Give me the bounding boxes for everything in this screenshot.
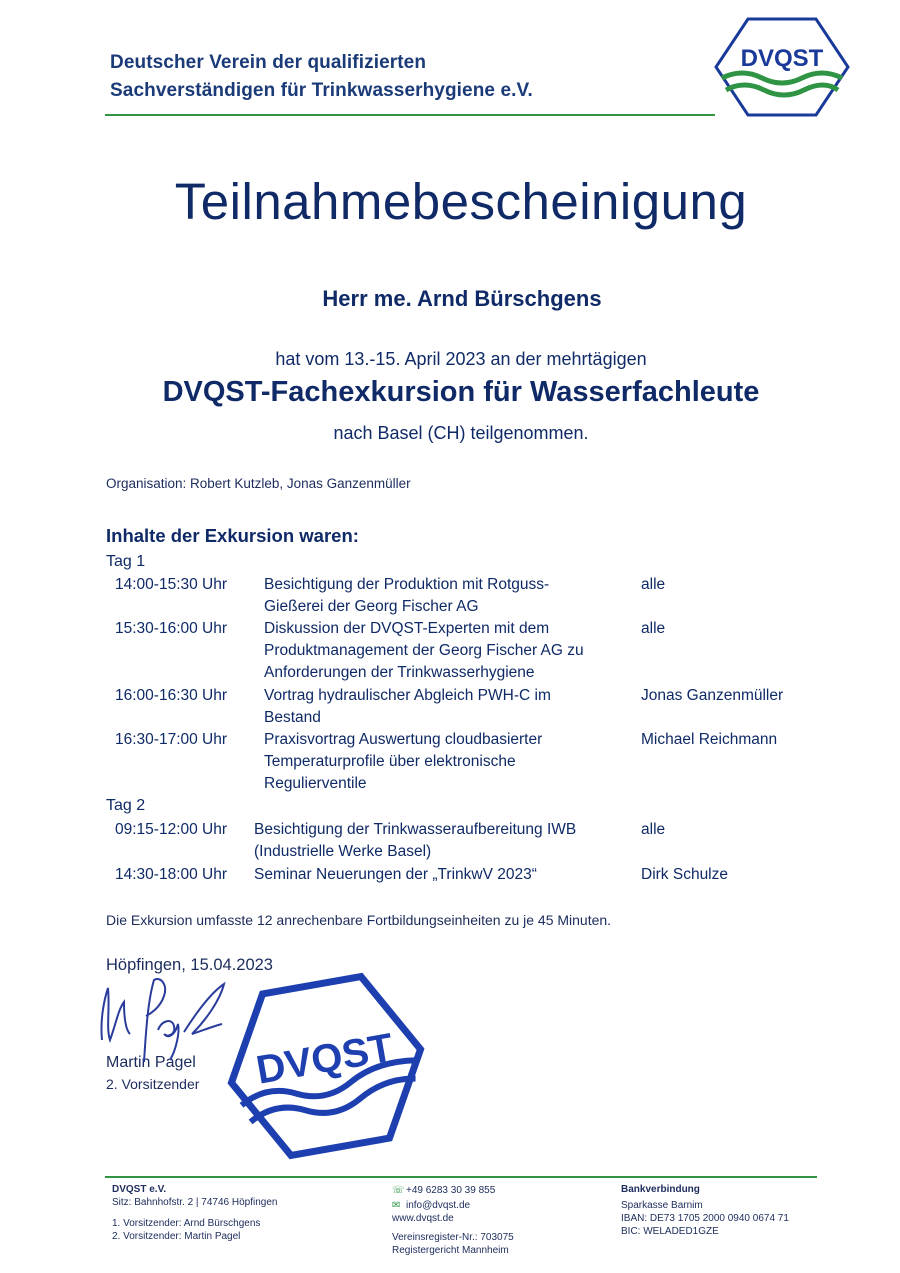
session-speaker: alle	[641, 576, 666, 593]
session-speaker: Jonas Ganzenmüller	[641, 687, 784, 704]
session-description: Praxisvortrag Auswertung cloudbasierter Temperaturprofile über elektronische Regulierventile	[264, 731, 543, 792]
footer-bic: BIC: WELADED1GZE	[621, 1226, 719, 1237]
signer-role: 2. Vorsitzender	[106, 1076, 200, 1092]
footer-phone[interactable]: +49 6283 30 39 855	[406, 1185, 496, 1196]
session-time: 09:15-12:00 Uhr	[115, 821, 228, 838]
org-name-line-1: Deutscher Verein der qualifizierten	[110, 52, 427, 73]
footer-email[interactable]: info@dvqst.de	[406, 1200, 471, 1211]
footer-iban: IBAN: DE73 1705 2000 0940 0674 71	[621, 1213, 789, 1224]
logo-text: DVQST	[740, 45, 824, 72]
day-label: Tag 1	[106, 553, 146, 570]
signer-name: Martin Pagel	[106, 1054, 196, 1071]
session-time: 16:30-17:00 Uhr	[115, 731, 228, 748]
footer-column-contact	[392, 1184, 514, 1257]
session-time: 14:30-18:00 Uhr	[115, 866, 228, 883]
session-time: 15:30-16:00 Uhr	[115, 620, 228, 637]
footer-register-no: Vereinsregister-Nr.: 703075	[392, 1232, 514, 1243]
phone-icon: ☏	[392, 1185, 405, 1196]
dvqst-stamp	[216, 972, 436, 1160]
session-time: 16:00-16:30 Uhr	[115, 687, 228, 704]
footer-chair-2: 2. Vorsitzender: Martin Pagel	[112, 1231, 241, 1242]
place-date: Höpfingen, 15.04.2023	[106, 956, 273, 974]
session-description: Vortrag hydraulischer Abgleich PWH-C im Bestand	[264, 687, 551, 726]
footer-court: Registergericht Mannheim	[392, 1245, 509, 1256]
day-label: Tag 2	[106, 797, 146, 814]
footer-seat: Sitz: Bahnhofstr. 2 | 74746 Höpfingen	[112, 1197, 278, 1208]
footer-column-bank	[621, 1183, 789, 1238]
footer-divider	[105, 1176, 817, 1178]
footer-website[interactable]: www.dvqst.de	[392, 1213, 454, 1224]
stamp-text: DVQST	[253, 1025, 397, 1093]
footer-bank-name: Sparkasse Barnim	[621, 1200, 703, 1211]
certificate-title: Teilnahmebescheinigung	[174, 173, 748, 230]
event-title: DVQST-Fachexkursion für Wasserfachleute	[162, 376, 760, 408]
footer-bank-heading: Bankverbindung	[621, 1184, 700, 1195]
session-description: Besichtigung der Produktion mit Rotguss- Gießerei der Georg Fischer AG	[264, 576, 550, 615]
session-speaker: Dirk Schulze	[641, 866, 728, 883]
dvqst-logo	[712, 16, 852, 118]
location-line: nach Basel (CH) teilgenommen.	[333, 423, 589, 443]
session-speaker: alle	[641, 620, 666, 637]
session-speaker: alle	[641, 821, 666, 838]
footer-org: DVQST e.V.	[112, 1184, 167, 1195]
program-heading: Inhalte der Exkursion waren:	[106, 525, 359, 546]
header-divider	[105, 114, 715, 116]
organisation-line: Organisation: Robert Kutzleb, Jonas Ganzenmüller	[106, 476, 411, 491]
session-description: Diskussion der DVQST-Experten mit dem Produktmanagement der Georg Fischer AG zu Anforderungen der Trinkwasserhygiene	[264, 620, 584, 681]
session-time: 14:00-15:30 Uhr	[115, 576, 228, 593]
footer-chair-1: 1. Vorsitzender: Arnd Bürschgens	[112, 1218, 261, 1229]
session-description: Besichtigung der Trinkwasseraufbereitung IWB (Industrielle Werke Basel)	[254, 821, 577, 860]
session-speaker: Michael Reichmann	[641, 731, 778, 748]
recipient-name: Herr me. Arnd Bürschgens	[322, 286, 602, 311]
attendance-line: hat vom 13.-15. April 2023 an der mehrtägigen	[275, 349, 647, 369]
mail-icon: ✉	[392, 1200, 401, 1211]
session-description: Seminar Neuerungen der „TrinkwV 2023“	[254, 866, 537, 883]
org-name-line-2: Sachverständigen für Trinkwasserhygiene e.V.	[110, 80, 533, 101]
footer-column-address	[112, 1183, 278, 1243]
training-units-summary: Die Exkursion umfasste 12 anrechenbare Fortbildungseinheiten zu je 45 Minuten.	[106, 912, 612, 928]
